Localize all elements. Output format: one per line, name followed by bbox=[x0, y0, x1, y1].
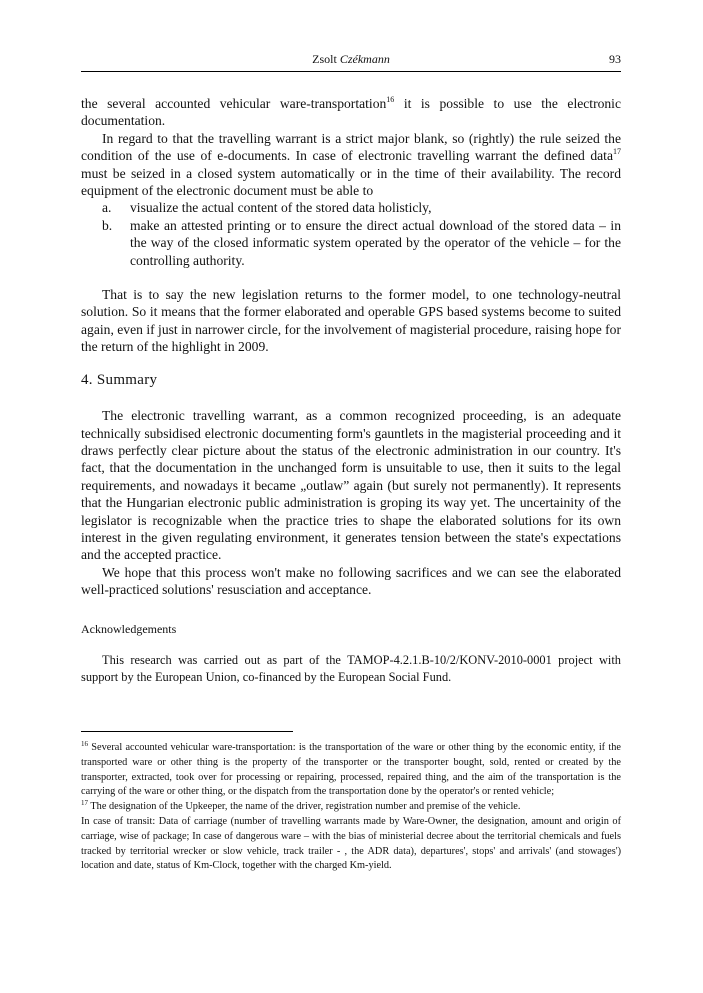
paragraph-continuation: the several accounted vehicular ware-transportation$^{16}$ it is possible to use the electronic documentation. bbox=[81, 95, 621, 129]
running-header-author: Zsolt Czékmann bbox=[312, 52, 390, 66]
acknowledgements-text: This research was carried out as part of the TAMOP-4.2.1.B-10/2/KONV-2010-0001 project with support by the European Union, co-financed by the European Social Fund. bbox=[81, 652, 621, 685]
footnote-17-continued: In case of transit: Data of carriage (number of travelling warrants made by Ware-Owner, the designation, amount and origin of carriage, wise of package; In case of dangerous ware – with the bias of ministerial decree about the territorial chemicals and fuels tracked by territorial wrecker or slow vehicle, track trailer - , the ADR data), departures', stops' and arrivals' (and stowages') location and date, status of Km-Clock, together with the charged Km-yield. bbox=[81, 815, 621, 872]
footnote-16: $^{16}$ Several accounted vehicular ware-transportation: is the transportation of the ware or other thing by the economic entity, if the transported ware or other thing is the property of the transporter or the transporter bought, sold, rented or created by the transporter, extracted, took over for processing or repairing, processed, repaired thing, and the aim of the transportation is the carrying of the ware or other thing, or the dispatch from the transportation done by the operator's or rented vehicle; bbox=[81, 740, 621, 798]
paragraph-summary-2: We hope that this process won't make no following sacrifices and we can see the elaborated well-practiced solutions' resusciation and acceptance. bbox=[81, 564, 621, 598]
list-marker: a. bbox=[102, 200, 112, 216]
list-item: a. visualize the actual content of the stored data holisticly, bbox=[102, 200, 432, 216]
page-number: 93 bbox=[609, 52, 621, 66]
footnote-divider bbox=[81, 731, 293, 732]
paragraph-legislation: That is to say the new legislation returns to the former model, to one technology-neutral solution. So it means that the former elaborated and operable GPS based systems become to suited again, even if just in narrower circle, for the involvement of magisterial procedure, raising hope for the return of the highlight in 2009. bbox=[81, 287, 621, 355]
list-item: b. make an attested printing or to ensure the direct actual download of the stored data – in the way of the closed informatic system operated by the operator of the vehicle – for the controlling authority. bbox=[102, 217, 621, 268]
paragraph-travelling-warrant: In regard to that the travelling warrant is a strict major blank, so (rightly) the rule seized the condition of the use of e-documents. In case of electronic travelling warrant the defined data$^{17}$ must be seized in a closed system automatically or in the time of their availability. The record equipment of the electronic document must be able to bbox=[81, 130, 621, 199]
running-header bbox=[81, 52, 621, 72]
footnotes bbox=[81, 741, 621, 874]
acknowledgements-heading: Acknowledgements bbox=[81, 621, 177, 636]
section-heading: 4. Summary bbox=[81, 371, 158, 388]
list-marker: b. bbox=[102, 217, 113, 233]
footnote-ref-16: 16 bbox=[386, 95, 395, 104]
requirements-list bbox=[81, 199, 621, 269]
paragraph-summary: The electronic travelling warrant, as a common recognized proceeding, is an adequate technically subsidised electronic documenting form's gauntlets in the magisterial proceeding and it draws perfectly clear picture about the status of the electronic administration in our country. It's fact, that the documentation in the unchanged form is unsuitable to use, then it suits to the legal requirements, and nowadays it became „outlaw” again (but surely not permanently). It represents that the Hungarian electronic public administration is groping its way yet. The uncertainity of the legislator is recognizable when the practice tries to shape the elaborated solutions for its own interest in the given regulating environment, it generates tension between the state's expectations and the accepted practice. bbox=[81, 408, 621, 563]
footnote-ref-17: 17 bbox=[613, 147, 621, 157]
main-text bbox=[81, 95, 621, 687]
footnote-17: $^{17}$ The designation of the Upkeeper, the name of the driver, registration number and premise of the vehicle. bbox=[81, 799, 521, 813]
